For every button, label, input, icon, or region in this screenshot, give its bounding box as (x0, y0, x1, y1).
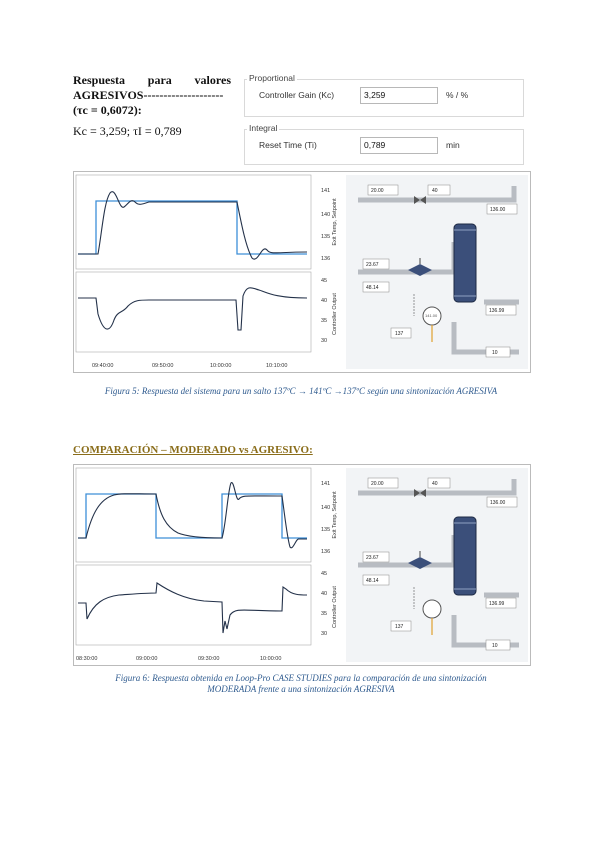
fig6-time-tick: 08:30:00 (76, 656, 98, 662)
fig6-y-tick: 141 (321, 481, 331, 487)
controller-gain-input[interactable]: 3,259 (360, 87, 438, 104)
fig5-lower-axis-label: Controller Output (332, 293, 338, 335)
fig6-y-tick: 135 (321, 527, 331, 533)
fig5-y-tick: 30 (321, 338, 328, 344)
fig6-y-tick: 140 (321, 505, 331, 511)
fig6-sp-value: 20.00 (371, 481, 384, 487)
fig5-y-tick: 140 (321, 212, 331, 218)
fig6-inlet-temp-value: 137 (395, 624, 404, 630)
fig5-lower-plot-frame (76, 272, 311, 352)
fig5-feed-value: 10 (492, 350, 498, 356)
fig6-time-tick: 10:00:00 (260, 656, 282, 662)
fig6-time-tick: 09:00:00 (136, 656, 158, 662)
fig6-process-diagram (346, 468, 528, 662)
response-title: Respuesta para valores AGRESIVOS--------------------(τc = 0,6072): (73, 73, 231, 117)
tuning-parameters-text: Kc = 3,259; τI = 0,789 (73, 124, 182, 138)
fig6-feed-box[interactable] (486, 640, 510, 650)
figure-5-screenshot (73, 171, 531, 373)
fig6-time-tick: 09:30:00 (198, 656, 220, 662)
fig6-lower-plot-frame (76, 565, 311, 645)
fig5-y-tick: 40 (321, 298, 328, 304)
fig6-y-tick: 45 (321, 571, 328, 577)
fig6-y-tick: 40 (321, 591, 328, 597)
fig6-controller-circle (423, 600, 441, 618)
fig5-time-tick: 09:40:00 (92, 363, 114, 369)
fig5-feed-box[interactable] (486, 347, 510, 357)
fig5-time-tick: 10:00:00 (210, 363, 232, 369)
fig6-feed-value: 10 (492, 643, 498, 649)
fig5-time-tick: 10:10:00 (266, 363, 288, 369)
fig6-exit-value: 136.99 (489, 601, 505, 607)
reset-time-input[interactable]: 0,789 (360, 137, 438, 154)
fig5-sp-value: 20.00 (371, 188, 384, 194)
fig6-lower-axis-label: Controller Output (332, 586, 338, 628)
figure-5-caption: Figura 5: Respuesta del sistema para un salto 137ºC → 141ºC →137ºC según una sintonización AGRESIVA (104, 386, 498, 396)
fig6-cooling-flow-value: 23.67 (366, 555, 379, 561)
fig5-cooling-flow-value: 23.67 (366, 262, 379, 268)
fig5-upper-axis-label: Exit Temp, Setpoint (332, 198, 338, 246)
fig6-heat-exchanger (454, 517, 476, 595)
figure-6-caption: Figura 6: Respuesta obtenida en Loop-Pro CASE STUDIES para la comparación de una sintonización MODERADA frente a una sintonización AGRESIVA (115, 673, 487, 694)
integral-group-title: Integral (249, 123, 278, 133)
fig5-upper-plot-frame (76, 175, 311, 269)
fig5-valve-value: 40 (432, 188, 438, 194)
fig5-inlet-temp-value: 137 (395, 331, 404, 337)
reset-time-unit: min (446, 140, 460, 150)
fig5-controller-value: 141.00 (425, 313, 438, 318)
fig6-y-tick: 35 (321, 611, 328, 617)
fig5-y-tick: 45 (321, 278, 328, 284)
fig6-y-tick: 30 (321, 631, 328, 637)
fig6-valve-value: 40 (432, 481, 438, 487)
figure-6-svg (74, 465, 530, 665)
fig5-y-tick: 141 (321, 188, 331, 194)
fig5-exit-value: 136.99 (489, 308, 505, 314)
reset-time-label: Reset Time (Ti) (259, 140, 317, 150)
fig5-heat-exchanger (454, 224, 476, 302)
controller-gain-unit: % / % (446, 90, 469, 100)
fig5-exit-temp-value: 136.00 (490, 207, 506, 213)
comparison-heading: COMPARACIÓN – MODERADO vs AGRESIVO: (73, 444, 313, 456)
controller-gain-label: Controller Gain (Kc) (259, 90, 335, 100)
fig6-exit-temp-value: 136.00 (490, 500, 506, 506)
fig5-process-diagram (346, 175, 528, 369)
fig5-time-tick: 09:50:00 (152, 363, 174, 369)
figure-6-screenshot (73, 464, 531, 666)
fig6-y-tick: 136 (321, 549, 331, 555)
fig5-y-tick: 35 (321, 318, 328, 324)
fig6-upper-axis-label: Exit Temp, Setpoint (332, 491, 338, 539)
fig6-upper-plot-frame (76, 468, 311, 562)
fig5-cooler-value: 48.14 (366, 285, 379, 291)
fig5-y-tick: 136 (321, 256, 331, 262)
figure-5-svg (74, 172, 530, 372)
proportional-group-title: Proportional (249, 73, 295, 83)
fig5-y-tick: 135 (321, 234, 331, 240)
fig6-cooler-value: 48.14 (366, 578, 379, 584)
